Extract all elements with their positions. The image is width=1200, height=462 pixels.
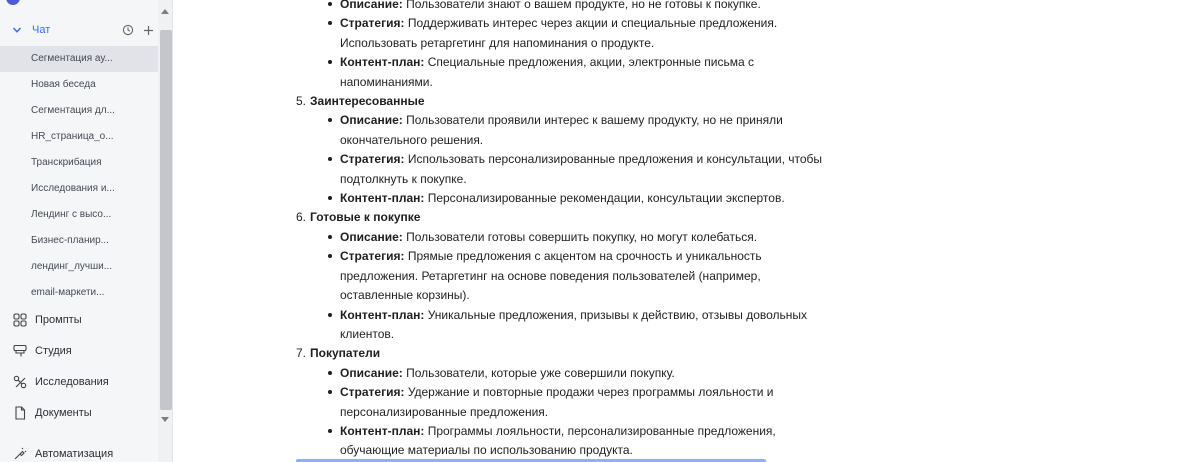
item-key: Контент-план: — [340, 191, 425, 206]
segment-number: 6. — [296, 210, 307, 225]
chat-item[interactable]: email-маркети... — [31, 287, 105, 298]
list-item — [296, 0, 836, 14]
segment-heading — [296, 344, 836, 363]
chat-section-label[interactable]: Чат — [32, 24, 51, 36]
prompts-icon — [12, 312, 28, 328]
chat-item[interactable]: Бизнес-планир... — [31, 235, 109, 246]
app-logo — [6, 0, 20, 5]
documents-icon — [12, 405, 28, 421]
item-value: Пользователи проявили интерес к вашему продукту, но не приняли окончательного решения. — [340, 113, 783, 147]
item-value: Пользователи, которые уже совершили покупку. — [402, 365, 675, 380]
segment-heading — [296, 92, 836, 111]
chat-message-content — [296, 0, 836, 461]
chat-item[interactable]: Сегментация ау... — [0, 46, 158, 72]
chat-item[interactable]: Новая беседа — [31, 79, 96, 90]
item-key: Контент-план: — [340, 55, 425, 70]
item-value: Пользователи готовы совершить покупку, но могут колебаться. — [402, 229, 758, 244]
item-value: Персонализированные рекомендации, консультации экспертов. — [424, 191, 785, 206]
list-item — [296, 228, 836, 247]
studio-icon — [12, 343, 28, 359]
nav-label: Исследования — [35, 376, 109, 388]
chat-list — [0, 46, 158, 306]
item-value: Уникальные предложения, призывы к действию, отзывы довольных клиентов. — [340, 307, 808, 341]
nav-automation[interactable] — [0, 442, 158, 462]
item-value: Пользователи знают о вашем продукте, но не готовы к покупке. — [402, 0, 761, 11]
nav-prompts[interactable] — [0, 308, 158, 332]
nav-label: Автоматизация — [35, 448, 114, 460]
item-value: Поддерживать интерес через акции и специальные предложения. Использовать ретаргетинг для напоминания о продукте. — [340, 16, 778, 50]
nav-studio[interactable] — [0, 339, 158, 363]
list-item — [296, 53, 836, 92]
chat-item[interactable]: Транскрибация — [31, 157, 102, 168]
chat-item[interactable]: лендинг_лучши... — [31, 261, 113, 272]
item-value: Использовать персонализированные предложения и консультации, чтобы подтолкнуть к покупке. — [340, 152, 823, 186]
history-icon[interactable] — [118, 24, 138, 36]
item-key: Контент-план: — [340, 307, 425, 322]
item-key: Контент-план: — [340, 423, 425, 438]
item-key: Стратегия: — [340, 16, 405, 31]
list-item — [296, 306, 836, 345]
nav-label: Документы — [35, 407, 92, 419]
segment-title: Заинтересованные — [310, 94, 425, 109]
scroll-down-arrow-icon[interactable] — [161, 416, 169, 424]
automation-icon — [12, 446, 28, 462]
list-item — [296, 364, 836, 383]
chevron-down-icon[interactable] — [12, 25, 30, 35]
sidebar — [0, 0, 173, 462]
segment-number: 5. — [296, 94, 307, 109]
sidebar-scrollbar-thumb[interactable] — [160, 30, 172, 410]
nav-research[interactable] — [0, 370, 158, 394]
chat-item[interactable]: Исследования и... — [31, 183, 115, 194]
segment-heading — [296, 208, 836, 227]
chat-item[interactable]: Сегментация дл... — [31, 105, 115, 116]
item-key: Описание: — [340, 365, 403, 380]
research-icon — [12, 374, 28, 390]
new-chat-plus-icon[interactable] — [138, 25, 158, 36]
item-value: Программы лояльности, персонализированные предложения, обучающие материалы по использованию продукта. — [340, 423, 776, 458]
chat-section-header[interactable] — [0, 19, 158, 41]
chat-item[interactable]: Лендинг с высо... — [31, 209, 112, 220]
nav-documents[interactable] — [0, 401, 158, 425]
list-item — [296, 383, 836, 422]
item-key: Стратегия: — [340, 152, 405, 167]
item-key: Стратегия: — [340, 249, 405, 264]
item-key: Описание: — [340, 0, 403, 11]
list-item — [296, 150, 836, 189]
segment-title: Покупатели — [310, 346, 381, 361]
item-value: Специальные предложения, акции, электронные письма с напоминаниями. — [340, 55, 754, 89]
item-key: Описание: — [340, 113, 403, 128]
item-value: Удержание и повторные продажи через программы лояльности и персонализированные предложения. — [340, 385, 774, 419]
item-key: Стратегия: — [340, 385, 405, 400]
list-item — [296, 422, 836, 461]
item-key: Описание: — [340, 229, 403, 244]
list-item — [296, 111, 836, 150]
segment-number: 7. — [296, 346, 307, 361]
nav-label: Промпты — [35, 314, 82, 326]
scroll-up-arrow-icon[interactable] — [161, 7, 169, 15]
list-item — [296, 14, 836, 53]
list-item — [296, 189, 836, 208]
nav-label: Студия — [35, 345, 72, 357]
list-item — [296, 247, 836, 305]
item-value: Прямые предложения с акцентом на срочность и уникальность предложения. Ретаргетинг на основе поведения пользователей (например, оставленные корзины). — [340, 249, 762, 303]
segment-title: Готовые к покупке — [310, 210, 421, 225]
chat-item[interactable]: HR_страница_о... — [31, 131, 114, 142]
